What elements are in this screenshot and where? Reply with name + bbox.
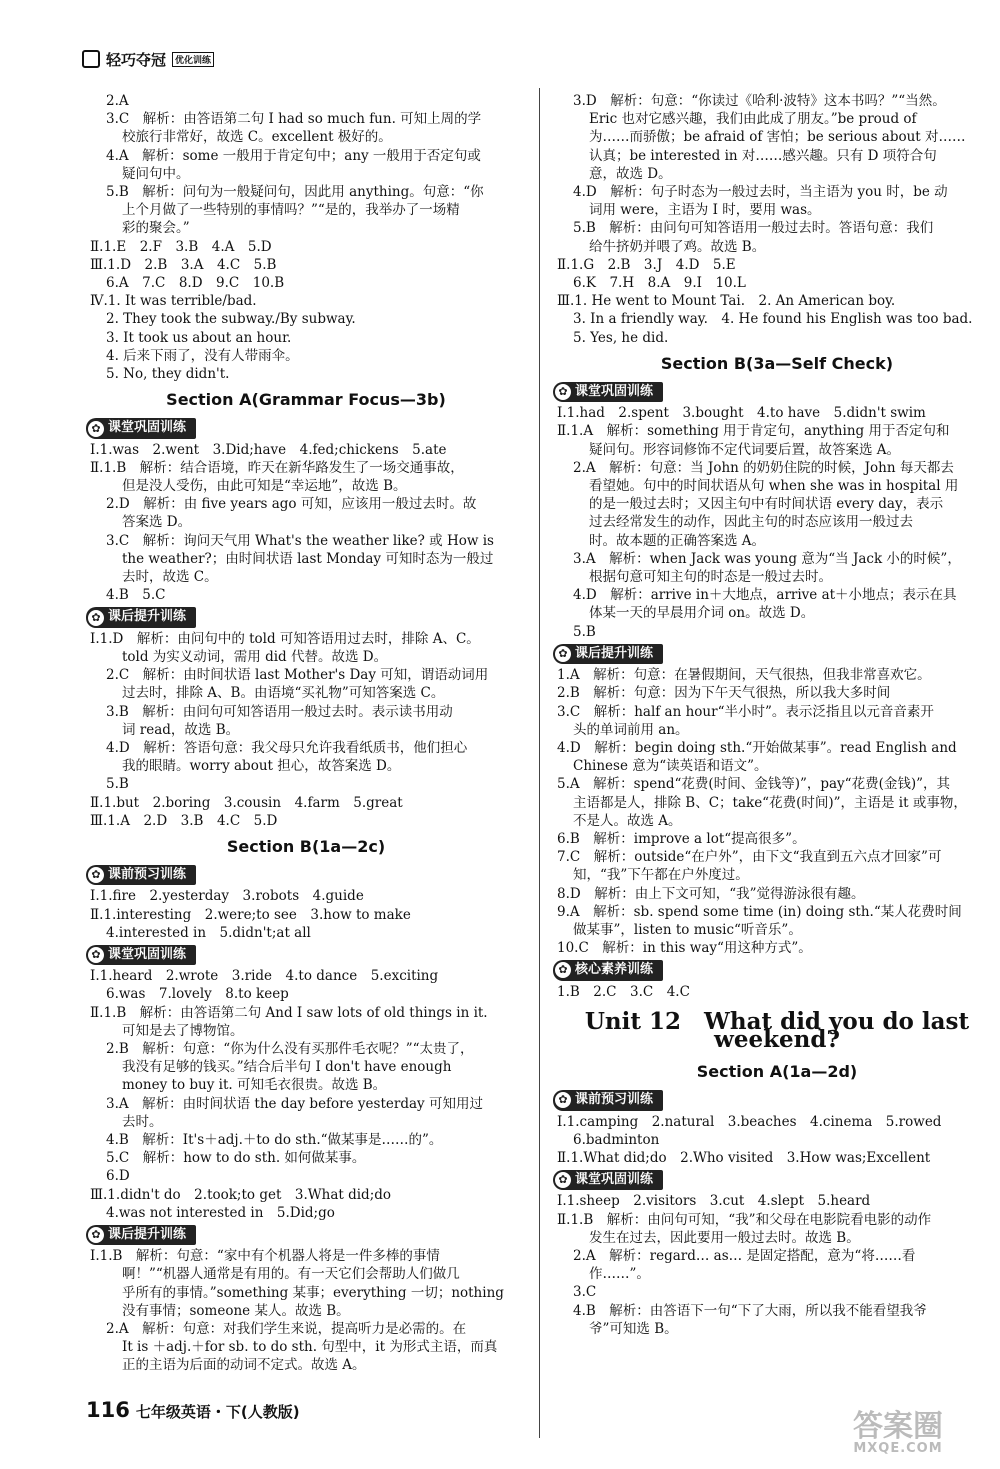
answer-line: 根据句意可知主句的时态是一般过去时。 <box>589 569 832 586</box>
section-heading: Section B(1a—2c) <box>226 836 386 856</box>
answer-line: 2.A 解析：句意：当 John 的奶奶住院的时候，John 每天都去 <box>573 459 954 476</box>
section-banner <box>86 945 196 965</box>
section-banner <box>86 607 196 627</box>
answer-line: money to buy it. 可知毛衣很贵。故选 B。 <box>122 1077 387 1094</box>
footer-label: 七年级英语・下(人教版) <box>135 1403 300 1421</box>
answer-line: 可知是去了博物馆。 <box>122 1022 244 1039</box>
answer-line: told 为实义动词，需用 did 代替。故选 D。 <box>122 648 388 665</box>
answer-line: 3.D 解析：句意：“你读过《哈利·波特》这本书吗？”“当然。 <box>573 93 946 109</box>
answer-line: 去时，故选 C。 <box>122 569 218 586</box>
answer-line: 彩的聚会。” <box>122 220 190 237</box>
watermark-text: 答案圈 <box>853 1409 943 1444</box>
flower-icon: ✿ <box>555 962 571 978</box>
banner-label: 课堂巩固训练 <box>108 946 187 962</box>
page-header <box>82 46 214 72</box>
banner-label: 课后提升训练 <box>575 645 654 661</box>
answer-line: 3. It took us about an hour. <box>106 329 292 346</box>
right-column <box>557 92 997 1338</box>
answer-line: 7.C 解析：outside“在户外”，由下文“我直到五六点才回家”可 <box>557 849 942 866</box>
flower-icon: ✿ <box>88 421 104 437</box>
flower-icon: ✿ <box>555 646 571 662</box>
brand-subtitle: 优化训练 <box>172 52 214 67</box>
answer-line: 5.B 解析：问句为一般疑问句，因此用 anything。句意：“你 <box>106 184 484 201</box>
banner-label: 课后提升训练 <box>108 1226 187 1242</box>
answer-line: 3.B 解析：由问句可知答语用一般过去时。表示读书用动 <box>106 703 453 720</box>
answer-line: 认真；be interested in 对……感兴趣。只有 D 项符合句 <box>589 147 937 164</box>
answer-line: 给牛挤奶并喂了鸡。故选 B。 <box>589 238 766 255</box>
answer-line: Ⅰ.1.B 解析：句意：“家中有个机器人将是一件多棒的事情 <box>90 1248 440 1265</box>
answer-line: 5.B <box>106 776 129 793</box>
answer-line: 6.A 7.C 8.D 9.C 10.B <box>106 275 285 292</box>
answer-line: 但是没人受伤，由此可知是“幸运地”，故选 B。 <box>122 478 407 495</box>
banner-label: 课堂巩固训练 <box>575 384 654 400</box>
brand-logo-icon <box>82 50 100 68</box>
section-banner <box>553 1090 663 1110</box>
answer-line: 4.B 5.C <box>106 587 166 604</box>
answer-line: 8.D 解析：由上下文可知，“我”觉得游泳很有趣。 <box>557 885 865 902</box>
answer-line: Ⅰ.1.heard 2.wrote 3.ride 4.to dance 5.exciting <box>90 968 439 985</box>
answer-line: 6.B 解析：improve a lot“提高很多”。 <box>557 830 806 847</box>
banner-label: 课堂巩固训练 <box>108 420 187 436</box>
answer-line: the weather?；由时间状语 last Monday 可知时态为一般过 <box>122 550 494 567</box>
answer-line: Ⅱ.1.B 解析：由答语第二句 And I saw lots of old things in it. <box>90 1004 488 1021</box>
answer-line: 6.was 7.lovely 8.to keep <box>106 986 289 1003</box>
flower-icon: ✿ <box>555 384 571 400</box>
answer-line: 2.B 解析：句意：“你为什么没有买那件毛衣呢？”“太贵了， <box>106 1040 474 1057</box>
answer-line: 疑问句。形容词修饰不定代词要后置，故答案选 A。 <box>589 441 901 458</box>
answer-line: 我的眼睛。worry about 担心，故答案选 D。 <box>122 758 401 775</box>
answer-line: 啊！”“机器人通常是有用的。有一天它们会帮助人们做几 <box>122 1266 460 1283</box>
answer-line: 发生在过去，因此要用一般过去时。故选 B。 <box>589 1229 860 1246</box>
answer-line: 2. They took the subway./By subway. <box>106 311 356 328</box>
flower-icon: ✿ <box>555 1172 571 1188</box>
answer-line: 爷”可知选 B。 <box>589 1320 678 1337</box>
answer-line: 3.C <box>573 1284 597 1301</box>
section-banner <box>86 865 196 885</box>
answer-line: Ⅱ.1.interesting 2.were;to see 3.how to make <box>90 906 411 923</box>
section-heading: Section A(Grammar Focus—3b) <box>166 390 446 410</box>
answer-line: 做某事”，listen to music“听音乐”。 <box>573 921 802 938</box>
answer-line: 过去经常发生的动作，因此主句的时态应该用一般过去 <box>589 514 913 531</box>
answer-line: 乎所有的事情。”something 某事；everything 一切；nothing <box>122 1284 504 1301</box>
page-footer <box>86 1398 300 1422</box>
answer-line: Ⅱ.1.B 解析：由问句可知，“我”和父母在电影院看电影的动作 <box>557 1211 932 1228</box>
watermark <box>808 1409 988 1462</box>
flower-icon: ✿ <box>88 947 104 963</box>
banner-label: 课前预习训练 <box>575 1092 654 1108</box>
section-banner <box>553 960 663 980</box>
answer-line: Ⅰ.1.had 2.spent 3.bought 4.to have 5.didn't swim <box>557 405 926 422</box>
answer-line: 校旅行非常好，故选 C。excellent 极好的。 <box>122 129 392 146</box>
answer-line: 6.K 7.H 8.A 9.I 10.L <box>573 275 746 292</box>
answer-line: 6.badminton <box>573 1131 660 1148</box>
answer-line: 4.D 解析：答语句意：我父母只允许我看纸质书，他们担心 <box>106 739 468 756</box>
answer-line: 体某一天的早晨用介词 on。故选 D。 <box>589 605 815 622</box>
section-banner <box>553 644 663 664</box>
answer-line: 2.B 解析：句意：因为下午天气很热，所以我大多时间 <box>557 685 891 702</box>
left-column <box>90 92 522 1375</box>
answer-line: 时。故本题的正确答案选 A。 <box>589 532 766 549</box>
answer-line: Ⅱ.1.E 2.F 3.B 4.A 5.D <box>90 238 272 255</box>
answer-line: Ⅱ.1.but 2.boring 3.cousin 4.farm 5.great <box>90 794 403 811</box>
answer-line: Ⅱ.1.A 解析：something 用于肯定句，anything 用于否定句和 <box>557 423 950 440</box>
answer-line: Chinese 意为“读英语和语文”。 <box>573 758 768 775</box>
answer-line: Ⅲ.1.A 2.D 3.B 4.C 5.D <box>90 812 278 829</box>
answer-line: Ⅲ.1.didn't do 2.took;to get 3.What did;do <box>90 1186 392 1203</box>
answer-line: 2.A 解析：regard… as… 是固定搭配，意为“将……看 <box>573 1247 916 1264</box>
banner-label: 课前预习训练 <box>108 867 187 883</box>
answer-line: 5. No, they didn't. <box>106 366 230 383</box>
answer-line: 我没有足够的钱买。”结合后半句 I don't have enough <box>122 1059 452 1076</box>
section-banner <box>553 382 663 402</box>
answer-line: 知，“我”下午都在户外度过。 <box>573 867 749 884</box>
answer-line: 上个月做了一些特别的事情吗？”“是的，我举办了一场精 <box>122 202 460 219</box>
answer-line: 3.A 解析：由时间状语 the day before yesterday 可知用过 <box>106 1095 483 1112</box>
answer-line: 看望她。句中的时间状语从句 when she was in hospital 用 <box>589 478 959 495</box>
answer-line: 4.was not interested in 5.Did;go <box>106 1204 335 1221</box>
section-banner <box>86 418 196 438</box>
answer-line: 4.D 解析：句子时态为一般过去时，当主语为 you 时，be 动 <box>573 184 948 201</box>
flower-icon: ✿ <box>88 610 104 626</box>
answer-line: 主语都是人，排除 B、C；take“花费(时间)”，主语是 it 或事物， <box>573 794 967 811</box>
answer-line: Eric 也对它感兴趣，我们由此成了朋友。”be proud of <box>589 111 917 128</box>
answer-line: 2.D 解析：由 five years ago 可知，应该用一般过去时。故 <box>106 496 477 513</box>
banner-label: 核心素养训练 <box>575 962 654 978</box>
answer-line: Ⅰ.1.was 2.went 3.Did;have 4.fed;chickens 5.ate <box>90 441 447 458</box>
answer-line: 2.A <box>106 93 129 109</box>
answer-line: 4.B 解析：It's＋adj.＋to do sth.“做某事是……的”。 <box>106 1131 443 1148</box>
answer-line: Ⅲ.1. He went to Mount Tai. 2. An American boy. <box>557 293 896 310</box>
unit-title: Unit 12 What did you do last weekend? <box>584 1007 970 1053</box>
flower-icon: ✿ <box>88 1227 104 1243</box>
answer-line: Ⅲ.1.D 2.B 3.A 4.C 5.B <box>90 256 277 273</box>
answer-line: 正的主语为后面的动词不定式。故选 A。 <box>122 1357 366 1374</box>
answer-line: 答案选 D。 <box>122 514 192 531</box>
answer-line: 4.interested in 5.didn't;at all <box>106 924 311 941</box>
answer-line: 去时。 <box>122 1113 163 1130</box>
answer-line: It is ＋adj.＋for sb. to do sth. 句型中，it 为形式主语，而真 <box>122 1339 498 1356</box>
answer-line: 4. 后来下雨了，没有人带雨伞。 <box>106 347 299 364</box>
banner-label: 课后提升训练 <box>108 609 187 625</box>
column-divider <box>539 88 540 1438</box>
answer-line: 4.B 解析：由答语下一句“下了大雨，所以我不能看望我爷 <box>573 1302 927 1319</box>
answer-line: Ⅱ.1.G 2.B 3.J 4.D 5.E <box>557 256 736 273</box>
brand-title: 轻巧夺冠 <box>106 50 167 69</box>
answer-line: 1.B 2.C 3.C 4.C <box>557 983 690 1000</box>
flower-icon: ✿ <box>555 1092 571 1108</box>
answer-line: 4.D 解析：arrive in＋大地点，arrive at＋小地点；表示在具 <box>573 587 957 604</box>
answer-line: Ⅰ.1.fire 2.yesterday 3.robots 4.guide <box>90 888 364 905</box>
answer-line: 3. In a friendly way. 4. He found his English was too bad. <box>573 311 973 328</box>
answer-line: 9.A 解析：sb. spend some time (in) doing sth.“某人花费时间 <box>557 903 962 920</box>
section-heading: Section A(1a—2d) <box>696 1062 858 1082</box>
answer-line: 3.C 解析：half an hour“半小时”。表示泛指且以元音音素开 <box>557 703 934 720</box>
answer-line: 2.A 解析：句意：对我们学生来说，提高听力是必需的。在 <box>106 1321 467 1337</box>
answer-line: 头的单词前用 an。 <box>573 721 689 738</box>
answer-line: 1.A 解析：句意：在暑假期间，天气很热，但我非常喜欢它。 <box>557 667 931 684</box>
answer-line: 5.C 解析：how to do sth. 如何做某事。 <box>106 1150 366 1167</box>
watermark-url: MXQE.COM <box>853 1441 943 1456</box>
banner-label: 课堂巩固训练 <box>575 1172 654 1188</box>
answer-line: 3.C 解析：由答语第二句 I had so much fun. 可知上周的学 <box>106 111 482 128</box>
answer-line: 没有事情；someone 某人。故选 B。 <box>122 1302 350 1319</box>
answer-line: 4.D 解析：begin doing sth.“开始做某事”。read English and <box>557 739 957 756</box>
answer-line: Ⅰ.1.sheep 2.visitors 3.cut 4.slept 5.heard <box>557 1193 871 1210</box>
flower-icon: ✿ <box>88 867 104 883</box>
section-banner <box>553 1170 663 1190</box>
answer-line: 词 read，故选 B。 <box>122 721 240 738</box>
answer-line: Ⅱ.1.What did;do 2.Who visited 3.How was;Excellent <box>557 1149 931 1166</box>
answer-line: 3.C 解析：询问天气用 What's the weather like? 或 How is <box>106 532 494 549</box>
answer-line: 4.A 解析：some 一般用于肯定句中；any 一般用于否定句或 <box>106 147 481 164</box>
answer-line: 作……”。 <box>589 1266 650 1283</box>
answer-line: 5. Yes, he did. <box>573 329 669 346</box>
page-number: 116 <box>86 1398 130 1422</box>
answer-line: Ⅱ.1.B 解析：结合语境，昨天在新华路发生了一场交通事故， <box>90 459 464 476</box>
answer-line: 10.C 解析：in this way“用这种方式”。 <box>557 940 812 957</box>
answer-line: 2.C 解析：由时间状语 last Mother's Day 可知，谓语动词用 <box>106 667 489 684</box>
answer-line: Ⅳ.1. It was terrible/bad. <box>90 293 257 310</box>
answer-line: 5.A 解析：spend“花费(时间、金钱等)”，pay“花费(金钱)”，其 <box>557 776 951 793</box>
answer-line: 疑问句中。 <box>122 165 190 182</box>
answer-line: 5.B <box>573 623 596 640</box>
answer-line: 为……而骄傲；be afraid of 害怕；be serious about 对…… <box>589 129 966 146</box>
section-banner <box>86 1225 196 1245</box>
answer-line: 意，故选 D。 <box>589 165 672 182</box>
answer-line: 5.B 解析：由问句可知答语用一般过去时。答语句意：我们 <box>573 220 934 237</box>
section-heading: Section B(3a—Self Check) <box>660 353 894 373</box>
answer-line: 词用 were，主语为 I 时，要用 was。 <box>589 202 821 219</box>
answer-line: 的是一般过去时；又因主句中有时间状语 every day，表示 <box>589 496 944 513</box>
answer-line: 不是人。故选 A。 <box>573 812 682 829</box>
answer-line: 6.D <box>106 1168 130 1185</box>
answer-line: Ⅰ.1.D 解析：由问句中的 told 可知答语用过去时，排除 A、C。 <box>90 630 480 647</box>
answer-line: 3.A 解析：when Jack was young 意为“当 Jack 小的时候”， <box>573 550 961 567</box>
answer-line: 过去时，排除 A、B。由语境“买礼物”可知答案选 C。 <box>122 685 445 702</box>
answer-line: Ⅰ.1.camping 2.natural 3.beaches 4.cinema 5.rowed <box>557 1113 942 1130</box>
